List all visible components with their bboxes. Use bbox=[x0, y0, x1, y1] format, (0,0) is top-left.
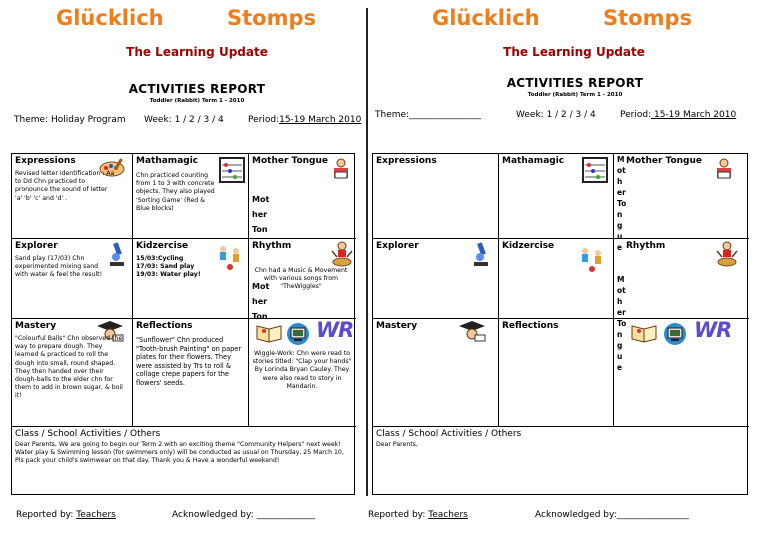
cell-title: Reflections bbox=[502, 321, 559, 331]
cell-title: Rhythm bbox=[626, 241, 666, 251]
cell-rhythm bbox=[614, 239, 749, 319]
cell-mastery bbox=[373, 319, 499, 427]
cell-title: Explorer bbox=[376, 241, 419, 251]
reported-value: Teachers bbox=[428, 510, 468, 520]
kidzercise-line: 15/03:Cycling bbox=[136, 255, 184, 262]
cell-body: Dear Parents, We are going to begin our Term 2 with an exciting theme "Community Helpers" next week! Water play & Swimming lesson (for swimmers only) will be conducted as usual on Thursday, 25 March 10, Pls pack your child's swimwear on that day. Thank you & Have a wonderful weekend! bbox=[15, 441, 344, 465]
cell-title: Expressions bbox=[15, 156, 76, 166]
brand-name-2: Stomps bbox=[603, 6, 693, 30]
brand-name-2: Stomps bbox=[227, 6, 317, 30]
theme-value: ________________ bbox=[409, 110, 482, 120]
cell-title: Mastery bbox=[376, 321, 418, 331]
week-field bbox=[144, 115, 224, 125]
cell-body: "Sunflower" Chn produced "Tooth-brush Painting" on paper plates for their flowers. They were assisted by Trs to roll & collage crepe papers for the flowers' seeds. bbox=[136, 336, 242, 387]
mother-tongue-vertical-text: Mother Tongue bbox=[617, 155, 627, 252]
cell-body: Wiggle-Work: Chn were read to stories titled: "Clap your hands" By Lorinda Bryan Cauley. They were also read to story in Mandarin. bbox=[252, 350, 352, 390]
cell-mother-tongue bbox=[249, 154, 356, 239]
week-value: 1 / 2 / 3 / 4 bbox=[546, 110, 596, 120]
period-field bbox=[248, 115, 361, 125]
kids-playing-icon bbox=[577, 245, 607, 273]
book-icon bbox=[255, 322, 283, 344]
kids-playing-icon bbox=[215, 243, 245, 271]
reported-by bbox=[368, 510, 468, 520]
report-right bbox=[368, 0, 768, 543]
report-title: ACTIVITIES REPORT bbox=[128, 82, 266, 96]
cell-body: Revised letter identification : Aa to Dd Chn practiced to pronounce the sound of letter 'a' 'b' 'c' and 'd' . bbox=[15, 170, 115, 202]
cell-rhythm bbox=[249, 239, 356, 319]
mother-tongue-vertical-text: Mot her Ton bbox=[252, 282, 270, 319]
theme-label: Theme: bbox=[14, 115, 49, 125]
week-field bbox=[516, 110, 596, 120]
cell-body: Dear Parents, bbox=[376, 441, 418, 448]
drummer-icon bbox=[329, 241, 355, 267]
cell-body: Chn had a Music & Movement with various songs from "TheWiggles" bbox=[254, 267, 348, 291]
cell-reflections bbox=[499, 319, 614, 427]
reading-child-icon bbox=[714, 158, 734, 182]
wr-badge-icon: WR bbox=[694, 319, 732, 342]
theme-label: Theme: bbox=[375, 110, 410, 120]
reported-label: Reported by: bbox=[368, 510, 426, 520]
cell-title: Kidzercise bbox=[136, 241, 189, 251]
acknowledged-by bbox=[535, 510, 689, 520]
cell-title: Mastery bbox=[15, 321, 57, 331]
cell-body: Chn practiced counting from 1 to 3 with concrete objects. They also played 'Sorting Game' (Red & Blue blocks) bbox=[136, 172, 215, 212]
computer-icon bbox=[662, 322, 688, 346]
cell-body bbox=[136, 255, 216, 280]
microscope-icon bbox=[471, 241, 491, 267]
cell-title: Rhythm bbox=[252, 241, 292, 251]
cell-explorer bbox=[12, 239, 133, 319]
abacus-icon bbox=[218, 156, 246, 184]
cell-title: Kidzercise bbox=[502, 241, 555, 251]
theme-field bbox=[14, 115, 126, 125]
theme-field bbox=[375, 110, 481, 120]
cell-title: Expressions bbox=[376, 156, 437, 166]
subtitle: The Learning Update bbox=[503, 45, 645, 59]
ack-value: _____________ bbox=[256, 510, 316, 520]
cell-expressions bbox=[12, 154, 133, 239]
period-value: 15-19 March 2010 bbox=[651, 110, 737, 120]
report-title: ACTIVITIES REPORT bbox=[506, 76, 644, 90]
ack-value: ________________ bbox=[616, 510, 689, 520]
abacus-icon bbox=[581, 156, 609, 184]
drummer-icon bbox=[714, 241, 740, 267]
wr-badge-icon: WR bbox=[316, 319, 354, 342]
cell-title: Mathamagic bbox=[136, 156, 199, 166]
period-value: 15-19 March 2010 bbox=[279, 115, 362, 125]
cell-expressions bbox=[373, 154, 499, 239]
mother-tongue-vertical-text: Mother Tongue bbox=[617, 275, 627, 372]
cell-class-activities bbox=[373, 427, 749, 496]
cell-mastery bbox=[12, 319, 133, 427]
ack-label: Acknowledged by: bbox=[172, 510, 254, 520]
reading-child-icon bbox=[331, 158, 351, 182]
microscope-icon bbox=[107, 241, 127, 267]
activities-grid bbox=[372, 153, 748, 495]
theme-value: Holiday Program bbox=[50, 115, 126, 125]
report-subtitle: Toddler (Rabbit) Term 1 - 2010 bbox=[149, 98, 245, 104]
period-field bbox=[620, 110, 736, 120]
cell-mathamagic bbox=[499, 154, 614, 239]
cell-title: Mother Tongue bbox=[252, 156, 329, 166]
computer-icon bbox=[285, 322, 311, 346]
cell-class-activities bbox=[12, 427, 356, 496]
cell-title: Mathamagic bbox=[502, 156, 565, 166]
book-icon bbox=[630, 322, 658, 344]
mother-tongue-vertical-text: Mot her Ton bbox=[252, 195, 270, 234]
period-label: Period: bbox=[620, 110, 652, 120]
cell-body: "Colourful Balls" Chn observed the way to prepare dough. They learned & practiced to roll the dough into small, round shaped. They then handed over their dough-balls to the elder chn for them to add in brown sugar, & boil it! bbox=[15, 335, 123, 400]
cell-wiggle-work bbox=[249, 319, 356, 427]
reported-value: Teachers bbox=[76, 510, 116, 520]
kidzercise-line: 19/03: Water play! bbox=[136, 271, 201, 279]
cell-title: Reflections bbox=[136, 321, 193, 331]
cell-wiggle-work bbox=[614, 319, 749, 427]
graduate-icon bbox=[457, 319, 487, 343]
report-subtitle: Toddler (Rabbit) Term 1 - 2010 bbox=[527, 92, 623, 98]
acknowledged-by bbox=[172, 510, 315, 520]
week-label: Week: bbox=[144, 115, 172, 125]
subtitle: The Learning Update bbox=[126, 45, 268, 59]
kidzercise-line: 17/03: Sand play bbox=[136, 263, 195, 271]
ack-label: Acknowledged by: bbox=[535, 510, 617, 520]
week-label: Week: bbox=[516, 110, 544, 120]
brand-name-1: Glücklich bbox=[432, 6, 540, 30]
cell-kidzercise bbox=[499, 239, 614, 319]
period-label: Period: bbox=[248, 115, 280, 125]
cell-title: Explorer bbox=[15, 241, 58, 251]
cell-mother-tongue bbox=[614, 154, 749, 239]
cell-title: Class / School Activities / Others bbox=[15, 429, 161, 439]
brand-name-1: Glücklich bbox=[56, 6, 164, 30]
cell-reflections bbox=[133, 319, 249, 427]
page-divider bbox=[366, 8, 368, 496]
cell-kidzercise bbox=[133, 239, 249, 319]
activities-grid bbox=[11, 153, 355, 495]
reported-label: Reported by: bbox=[16, 510, 74, 520]
reported-by bbox=[16, 510, 116, 520]
cell-title: Class / School Activities / Others bbox=[376, 429, 522, 439]
cell-explorer bbox=[373, 239, 499, 319]
cell-title: Mother Tongue bbox=[626, 156, 703, 166]
cell-body: Sand play (17/03) Chn experimented mixing sand with water & feel the result! bbox=[15, 255, 103, 279]
week-value: 1 / 2 / 3 / 4 bbox=[174, 115, 224, 125]
cell-mathamagic bbox=[133, 154, 249, 239]
